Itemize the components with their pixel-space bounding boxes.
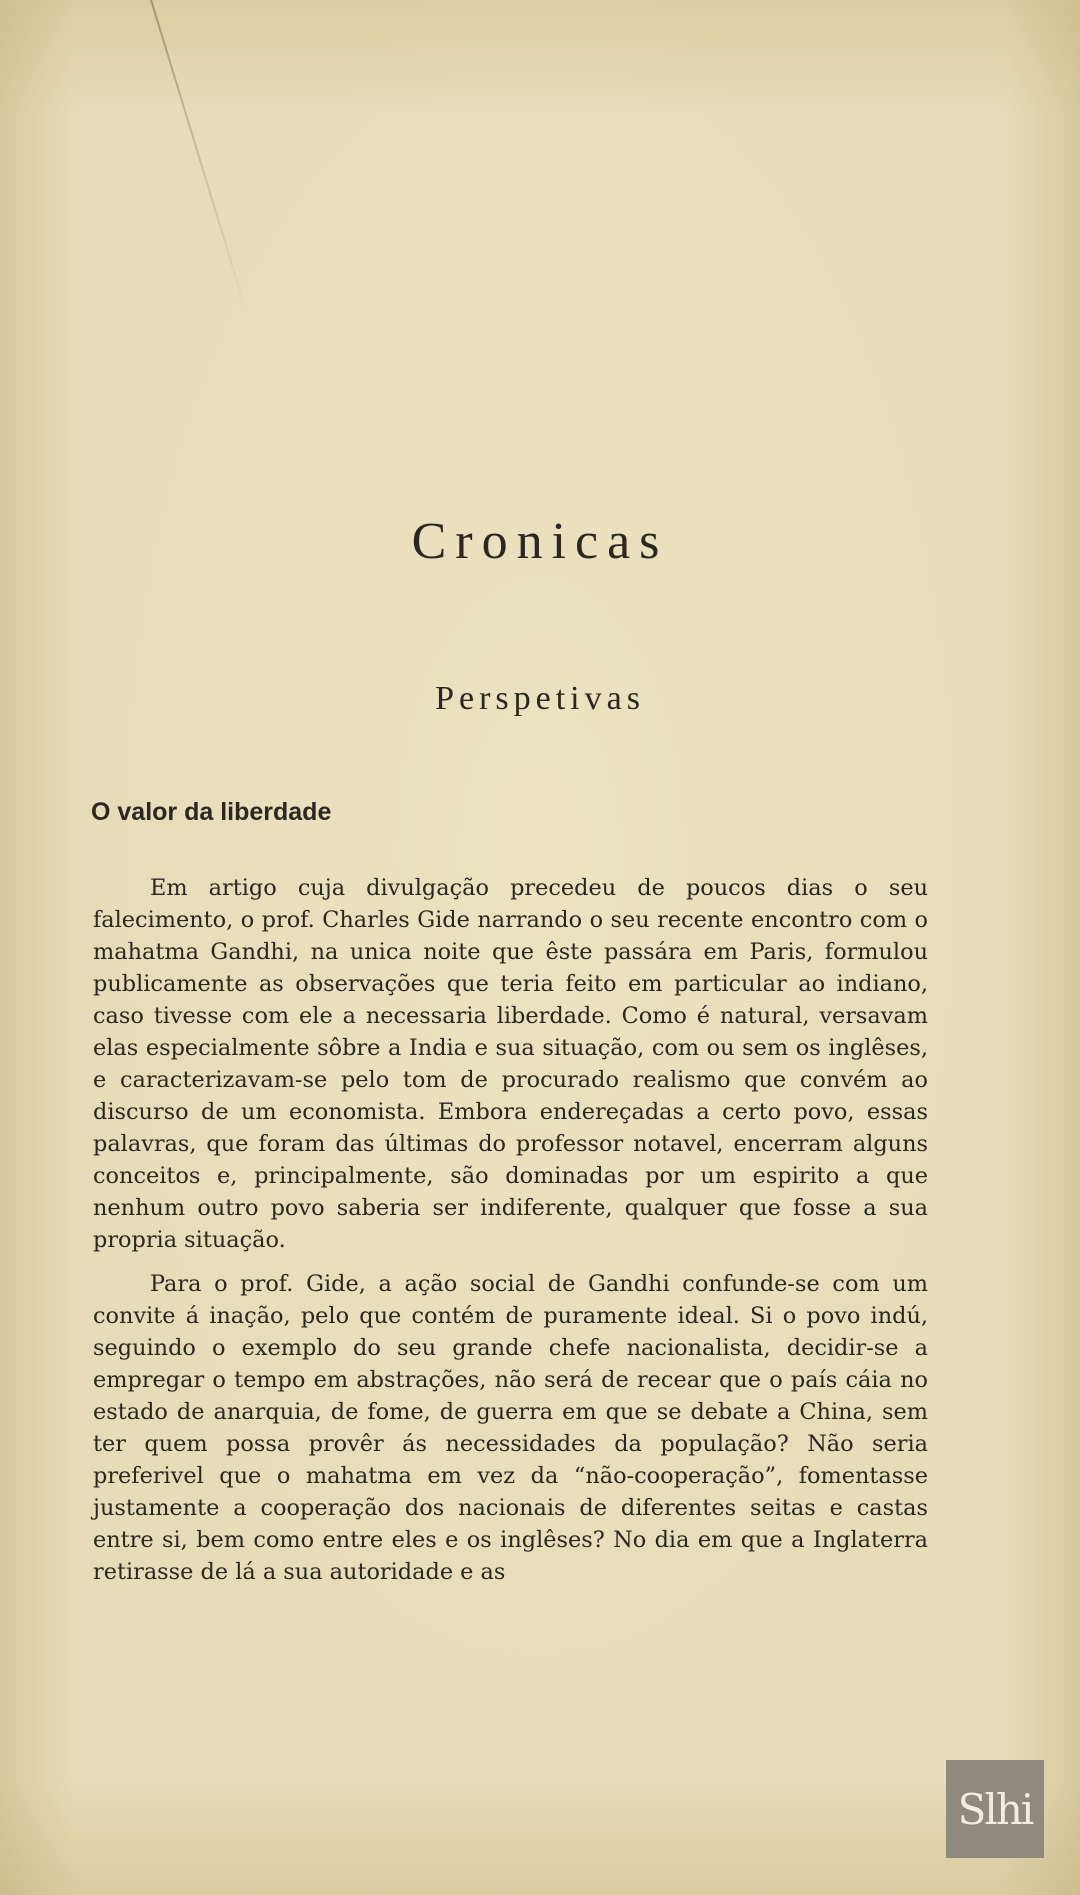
paper-crease bbox=[150, 0, 248, 316]
article-subheading: O valor da liberdade bbox=[91, 798, 332, 826]
page-title: Cronicas bbox=[411, 513, 669, 570]
article-body bbox=[93, 872, 928, 1600]
section-title: Perspetivas bbox=[435, 680, 645, 717]
paragraph-1: Em artigo cuja divulgação precedeu de poucos dias o seu falecimento, o prof. Charles Gide narrando o seu recente encontro com o mahatma Gandhi, na unica noite que êste passára em Paris, formulou publicamente as observações que teria feito em particular ao indiano, caso tivesse com ele a necessaria liberdade. Como é natural, versavam elas especialmente sôbre a India e sua situação, com ou sem os inglêses, e caracterizavam-se pelo tom de procurado realismo que convém ao discurso de um economista. Embora endereçadas a certo povo, essas palavras, que foram das últimas do professor notavel, encerram alguns conceitos e, principalmente, são dominadas por um espirito a que nenhum outro povo saberia ser indiferente, qualquer que fosse a sua propria situação. bbox=[93, 875, 928, 1253]
paragraph-2: Para o prof. Gide, a ação social de Gandhi confunde-se com um convite á inação, pelo que contém de puramente ideal. Si o povo indú, seguindo o exemplo do seu grande chefe nacionalista, decidir-se a empregar o tempo em abstrações, não será de recear que o país cáia no estado de anarquia, de fome, de guerra em que se debate a China, sem ter quem possa provêr ás necessidades da população? Não seria preferivel que o mahatma em vez da “não-cooperação”, fomentasse justamente a cooperação dos nacionais de diferentes seitas e castas entre si, bem como entre eles e os inglêses? No dia em que a Inglaterra retirasse de lá a sua autoridade e as bbox=[93, 1271, 928, 1585]
library-logo: Slhi bbox=[946, 1760, 1044, 1858]
